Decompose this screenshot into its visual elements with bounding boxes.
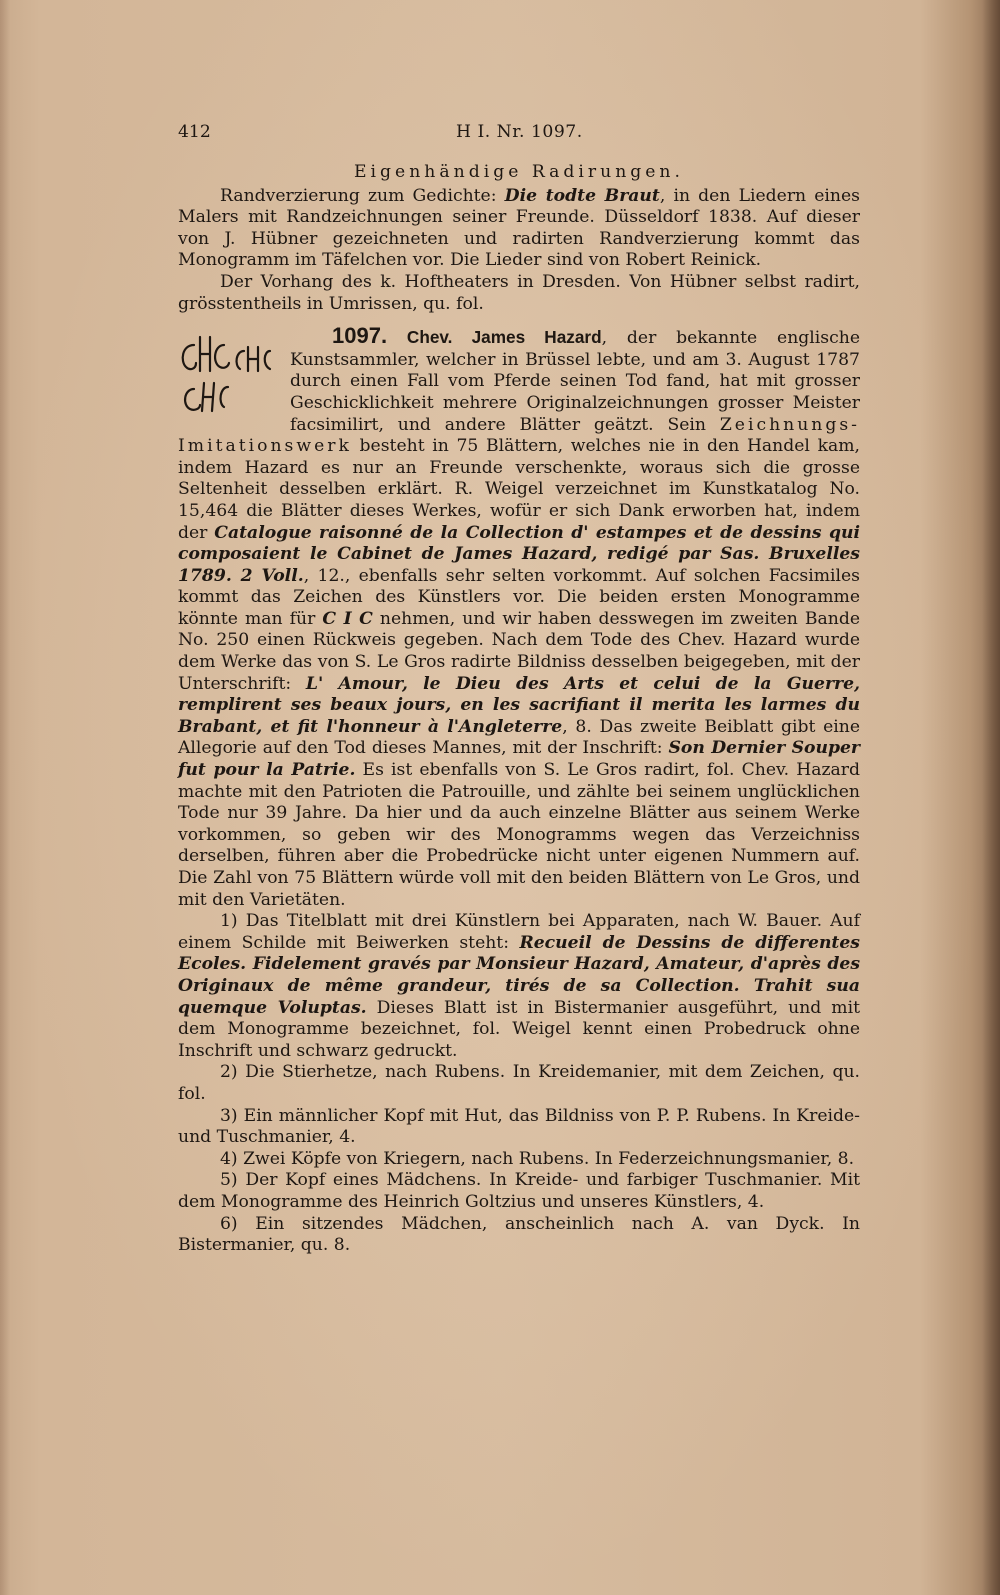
- text-run: Randverzierung zum Gedichte:: [220, 185, 505, 206]
- list-item-5: 5) Der Kopf eines Mädchens. In Kreide- und farbiger Tuschmanier. Mit dem Monogramme des Heinrich Goltzius und unseres Künstlers, 4.: [178, 1170, 860, 1212]
- page-text-block: [178, 122, 860, 1257]
- text-run: Zeichnungs-Imitationswerk: [178, 414, 860, 457]
- text-run: 1) Das Titelblatt mit drei Künstlern bei Apparaten, nach W. Bauer. Auf einem Schilde mit Beiwerken steht:: [178, 911, 860, 953]
- monogram-h1: [200, 337, 210, 371]
- paragraph-randverzierung: [178, 186, 860, 272]
- monogram-figure: [174, 327, 282, 415]
- text-run: nehmen, und wir haben desswegen im zweiten Bande No. 250 einen Rückweis gegeben. Nach dem Tode des Chev. Hazard wurde dem Werke das von S. Le Gros radirte Bildniss desselben beigegeben, mit der Unterschrift:: [178, 608, 860, 694]
- paragraph-vorhang: Der Vorhang des k. Hoftheaters in Dresden. Von Hübner selbst radirt, grösstentheils in Umrissen, qu. fol.: [178, 271, 860, 314]
- monogram-c4: [265, 351, 270, 369]
- monogram-c1: [183, 345, 196, 369]
- running-title: H I. Nr. 1097.: [456, 122, 583, 142]
- page-right-shadow: [982, 0, 1000, 1595]
- list-item-3: 3) Ein männlicher Kopf mit Hut, das Bildniss von P. P. Rubens. In Kreide- und Tuschmanier, 4.: [178, 1105, 860, 1148]
- monogram-h2: [248, 347, 258, 371]
- italic-run: C I C: [322, 608, 373, 629]
- monogram-c3: [237, 351, 244, 369]
- monogram-c6: [221, 387, 228, 407]
- list-item-4: 4) Zwei Köpfe von Kriegern, nach Rubens. In Federzeichnungsmanier, 8.: [220, 1148, 855, 1169]
- list-item-2: 2) Die Stierhetze, nach Rubens. In Kreidemanier, mit dem Zeichen, qu. fol.: [178, 1062, 860, 1104]
- list-item-6: 6) Ein sitzendes Mädchen, anscheinlich nach A. van Dyck. In Bistermanier, qu. 8.: [178, 1213, 860, 1256]
- text-run: , 8. Das zweite Beiblatt gibt eine Allegorie auf den Tod dieses Mannes, mit der Inschrift:: [178, 716, 860, 759]
- monogram-h3: [202, 383, 214, 411]
- italic-run: Recueil de Dessins de differentes Ecoles. Fidelement gravés par Monsieur Hazard, Amateur, d'après des Originaux de même grandeur, tirés de sa Collection. Trahit sua quemque Voluptas.: [178, 932, 860, 1018]
- text-run: , 12., ebenfalls sehr selten vorkommt. Auf solchen Facsimiles kommt das Zeichen des Künstlers vor. Die beiden ersten Monogramme könnte man für: [178, 565, 860, 629]
- italic-title: Die todte Braut: [504, 185, 660, 206]
- text-run: , der bekannte englische Kunstsammler, welcher in Brüssel lebte, und am 3. August 1787 durch einen Fall vom Pferde seinen Tod fand, hat mit grosser Geschicklichkeit mehrere Originalzeichnungen grosser Meister facsimilirt, und andere Blätter geätzt. Sein: [290, 328, 860, 435]
- italic-run: Catalogue raisonné de la Collection d' estampes et de dessins qui composaient le Cabinet de James Hazard, redigé par Sas. Bruxelles 1789. 2 Voll.: [178, 522, 860, 586]
- entry-number: 1097.: [332, 323, 388, 349]
- page-number: 412: [178, 122, 211, 142]
- text-run: Es ist ebenfalls von S. Le Gros radirt, fol. Chev. Hazard machte mit den Patrioten die Patrouille, und zählte bei seinem unglücklichen Tode nur 39 Jahre. Da hier und da auch einzelne Blätter aus seinem Werke vorkommen, so geben wir des Monogramms wegen das Verzeichniss derselben, führen aber die Probedrücke nicht unter eigenen Nummern auf. Die Zahl von 75 Blättern würde voll mit den beiden Blättern von Le Gros, und mit den Varietäten.: [178, 760, 860, 910]
- monogram-c2: [215, 345, 229, 368]
- text-run: besteht in 75 Blättern, welches nie in den Handel kam, indem Hazard es nur an Freunde verschenkte, woraus sich die grosse Seltenheit desselben erklärt. R. Weigel verzeichnet im Kunstkatalog No. 15,464 die Blätter dieses Werkes, wofür er sich Dank erworben hat, indem der: [178, 436, 860, 543]
- running-head: [178, 122, 860, 152]
- monogram-c5: [185, 389, 200, 410]
- text-run: Dieses Blatt ist in Bistermanier ausgeführt, und mit dem Monogramme bezeichnet, fol. Weigel kennt einen Probedruck ohne Inschrift und schwarz gedruckt.: [178, 997, 860, 1061]
- section-title: Eigenhändige Radirungen.: [354, 162, 684, 182]
- page-left-shadow: [0, 0, 10, 1595]
- text-run: , in den Liedern eines Malers mit Randzeichnungen seiner Freunde. Düsseldorf 1838. Auf dieser von J. Hübner gezeichneten und radirten Randverzierung kommt das Monogramm im Täfelchen vor. Die Lieder sind von Robert Reinick.: [178, 185, 860, 271]
- italic-run: Son Dernier Souper fut pour la Patrie.: [178, 738, 860, 781]
- monogram-glyphs: [174, 327, 282, 415]
- entry-1097: [178, 325, 860, 911]
- entry-name: Chev. James Hazard: [406, 327, 602, 348]
- list-item-1: [178, 911, 860, 1062]
- italic-run: L' Amour, le Dieu des Arts et celui de la Guerre, remplirent ses beaux jours, en les sacrifiant il merita les larmes du Brabant, et fit l'honneur à l'Angleterre: [178, 673, 860, 737]
